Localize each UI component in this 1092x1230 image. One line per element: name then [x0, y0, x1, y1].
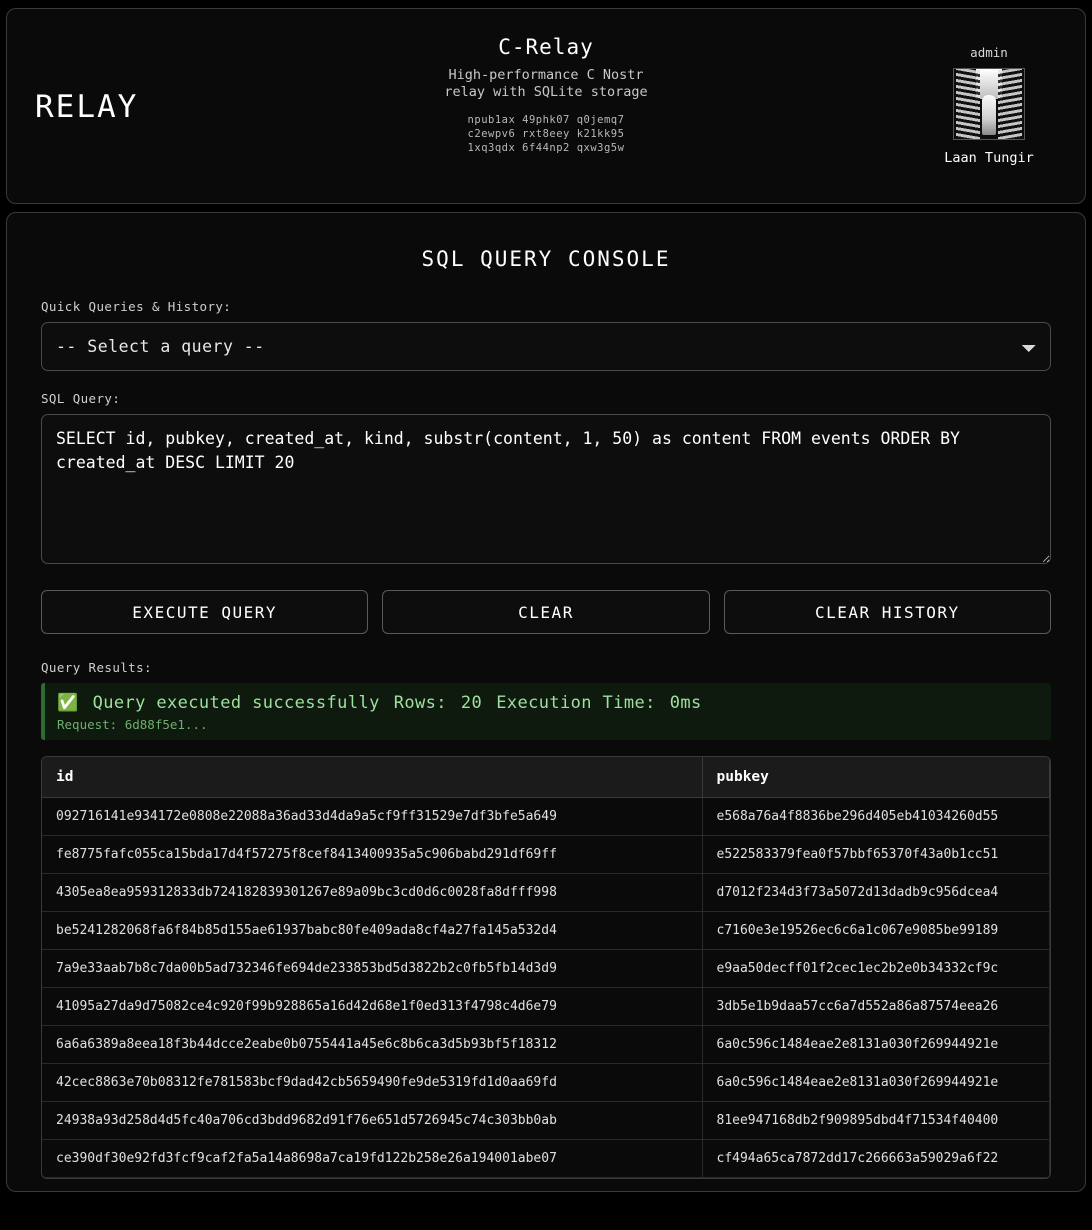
cell-id: 42cec8863e70b08312fe781583bcf9dad42cb5659490fe9de5319fd1d0aa69fd: [42, 1064, 702, 1102]
column-header-id[interactable]: id: [42, 757, 702, 798]
table-row[interactable]: [42, 1026, 1050, 1064]
cell-pubkey: d7012f234d3f73a5072d13dadb9c956dcea4: [702, 874, 1050, 912]
cell-pubkey: e9aa50decff01f2cec1ec2b2e0b34332cf9c: [702, 950, 1050, 988]
cell-id: ce390df30e92fd3fcf9caf2fa5a14a8698a7ca19fd122b258e26a194001abe07: [42, 1140, 702, 1178]
cell-id: 41095a27da9d75082ce4c920f99b928865a16d42d68e1f0ed313f4798c4d6e79: [42, 988, 702, 1026]
rows-value: 20: [460, 693, 483, 713]
results-table-body: [42, 798, 1050, 1178]
user-role-label: admin: [970, 45, 1008, 60]
console-actions: [41, 590, 1051, 634]
app-title: C-Relay: [498, 35, 594, 59]
results-table-wrapper[interactable]: [41, 756, 1051, 1179]
execution-time-value: 0ms: [669, 693, 702, 713]
avatar-figure: [982, 95, 996, 135]
user-box: [939, 45, 1039, 166]
avatar[interactable]: [953, 68, 1025, 140]
success-check-icon: ✅: [57, 693, 79, 713]
sql-query-label: SQL Query:: [41, 391, 121, 406]
cell-pubkey: cf494a65ca7872dd17c266663a59029a6f22: [702, 1140, 1050, 1178]
cell-id: 092716141e934172e0808e22088a36ad33d4da9a5cf9ff31529e7df3bfe5a649: [42, 798, 702, 836]
cell-id: 7a9e33aab7b8c7da00b5ad732346fe694de233853bd5d3822b2c0fb5fb14d3d9: [42, 950, 702, 988]
cell-id: be5241282068fa6f84b85d155ae61937babc80fe409ada8cf4a27fa145a532d4: [42, 912, 702, 950]
cell-pubkey: 81ee947168db2f909895dbd4f71534f40400: [702, 1102, 1050, 1140]
app-subtitle: High-performance C Nostr relay with SQLite storage: [444, 67, 648, 100]
header-center: [7, 35, 1085, 155]
query-results-label: Query Results:: [41, 660, 152, 675]
cell-id: fe8775fafc055ca15bda17d4f57275f8cef8413400935a5c906babd291df69ff: [42, 836, 702, 874]
npub-line-1: npub1ax 49phk07 q0jemq7: [467, 113, 625, 126]
execution-time-label: Execution Time:: [496, 693, 656, 713]
avatar-left-building: [956, 68, 980, 140]
table-row[interactable]: [42, 912, 1050, 950]
request-id: Request: 6d88f5e1...: [57, 717, 208, 732]
avatar-right-building: [998, 68, 1022, 140]
status-message: Query executed successfully: [92, 693, 380, 713]
npub-line-3: 1xq3qdx 6f44np2 qxw3g5w: [467, 142, 625, 155]
table-row[interactable]: [42, 1102, 1050, 1140]
clear-history-button[interactable]: CLEAR HISTORY: [724, 590, 1051, 634]
npub-line-2: c2ewpv6 rxt8eey k21kk95: [467, 127, 625, 140]
execute-query-button[interactable]: EXECUTE QUERY: [41, 590, 368, 634]
brand-logo: RELAY: [35, 89, 139, 125]
status-line: [57, 693, 1039, 713]
cell-id: 24938a93d258d4d5fc40a706cd3bdd9682d91f76e651d5726945c74c303bb0ab: [42, 1102, 702, 1140]
page-title: SQL QUERY CONSOLE: [421, 247, 671, 271]
sql-console-panel: [6, 212, 1086, 1192]
sql-query-input[interactable]: [41, 414, 1051, 564]
quick-queries-select[interactable]: [41, 322, 1051, 371]
table-row[interactable]: [42, 798, 1050, 836]
table-row[interactable]: [42, 950, 1050, 988]
results-table: [42, 757, 1050, 1178]
cell-id: 6a6a6389a8eea18f3b44dcce2eabe0b0755441a45e6c8b6ca3d5b93bf5f18312: [42, 1026, 702, 1064]
cell-pubkey: 6a0c596c1484eae2e8131a030f269944921e: [702, 1026, 1050, 1064]
cell-pubkey: e522583379fea0f57bbf65370f43a0b1cc51: [702, 836, 1050, 874]
user-name: Laan Tungir: [944, 150, 1034, 166]
cell-id: 4305ea8ea959312833db724182839301267e89a09bc3cd0d6c0028fa8dfff998: [42, 874, 702, 912]
relay-npub: [7, 113, 1085, 156]
header-panel: [6, 8, 1086, 204]
cell-pubkey: c7160e3e19526ec6c6a1c067e9085be99189: [702, 912, 1050, 950]
cell-pubkey: 3db5e1b9daa57cc6a7d552a86a87574eea26: [702, 988, 1050, 1026]
table-row[interactable]: [42, 988, 1050, 1026]
table-row[interactable]: [42, 1140, 1050, 1178]
quick-queries-label: Quick Queries & History:: [41, 299, 232, 314]
clear-button[interactable]: CLEAR: [382, 590, 709, 634]
table-row[interactable]: [42, 1064, 1050, 1102]
column-header-pubkey[interactable]: pubkey: [702, 757, 1050, 798]
cell-pubkey: e568a76a4f8836be296d405eb41034260d55: [702, 798, 1050, 836]
status-bar: [41, 683, 1051, 740]
table-header-row: [42, 757, 1050, 798]
table-row[interactable]: [42, 836, 1050, 874]
table-row[interactable]: [42, 874, 1050, 912]
rows-label: Rows:: [393, 693, 447, 713]
cell-pubkey: 6a0c596c1484eae2e8131a030f269944921e: [702, 1064, 1050, 1102]
